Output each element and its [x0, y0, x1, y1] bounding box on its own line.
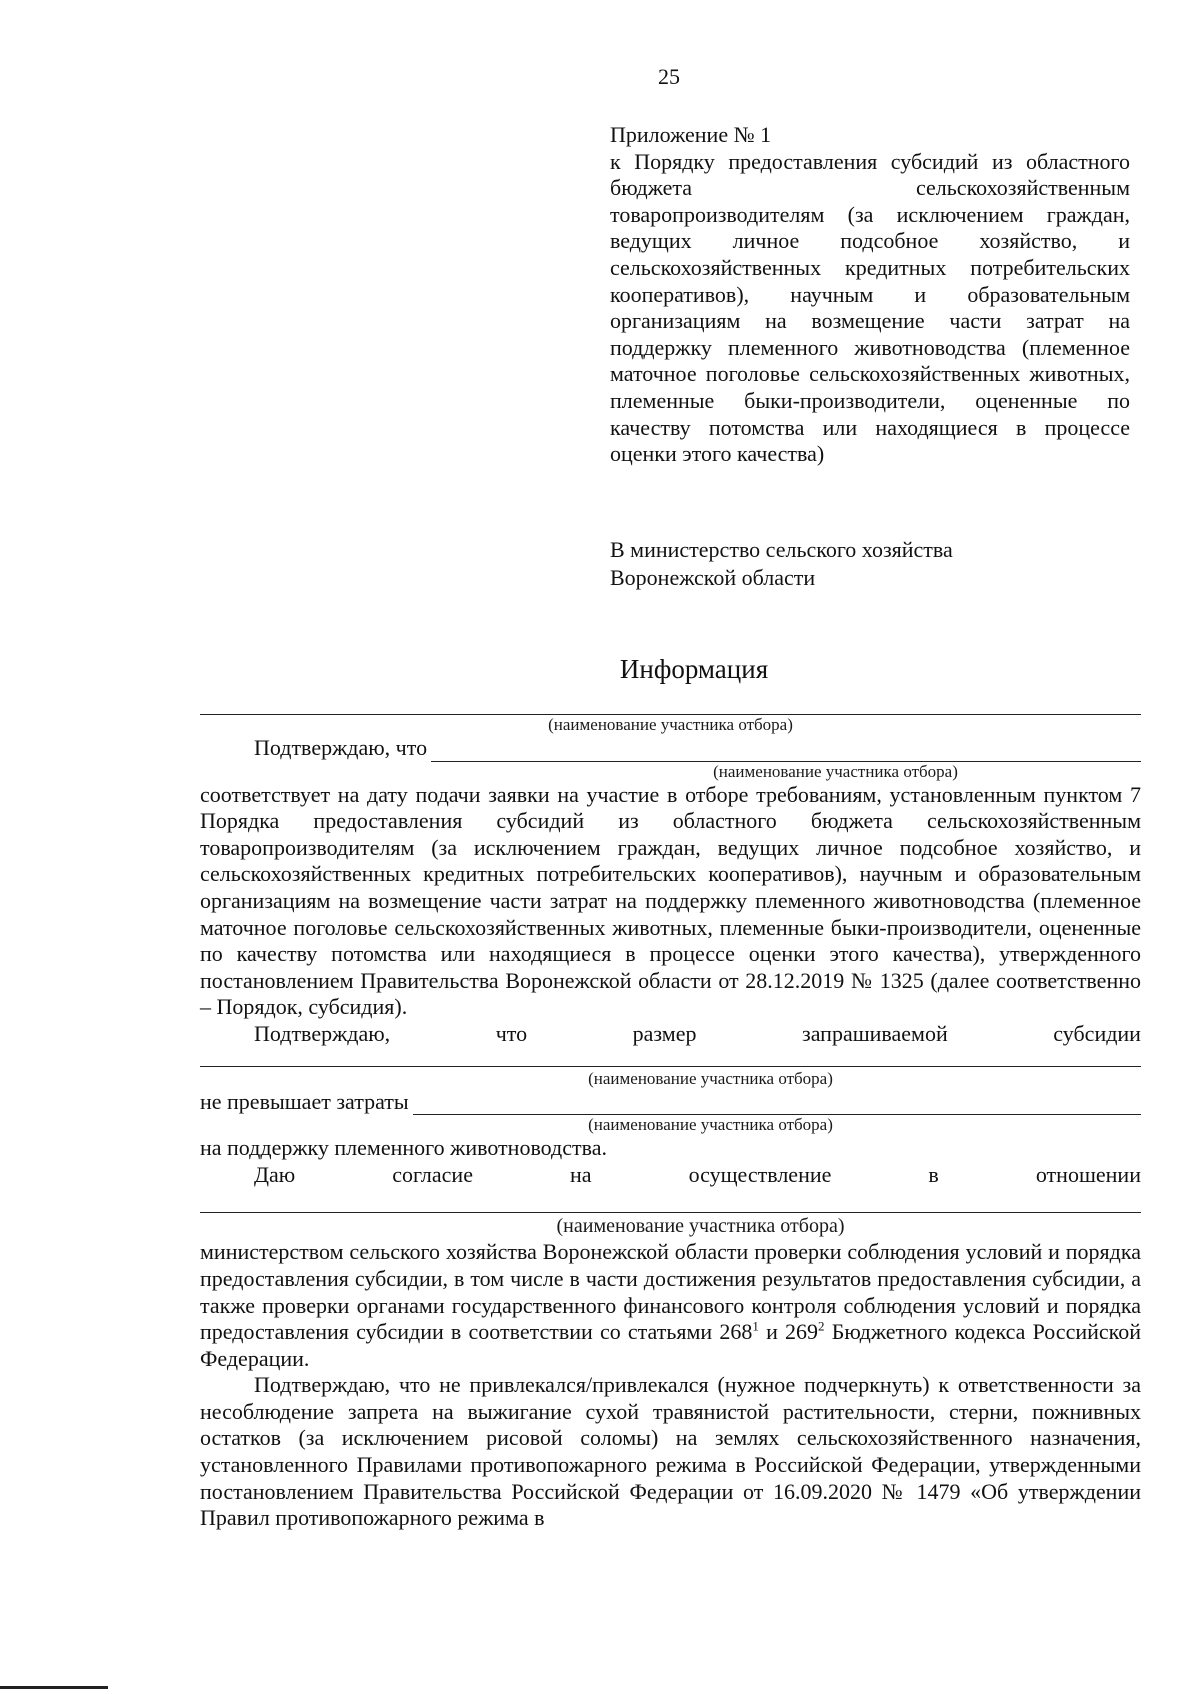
section-2-word-4: запрашиваемой: [802, 1020, 948, 1046]
main-body: [200, 700, 1141, 1532]
confirm-row: [200, 735, 1141, 762]
confirm-caption: (наименование участника отбора): [713, 761, 958, 781]
section-3-name-line: [200, 1188, 1141, 1213]
scan-edge-mark: [0, 1686, 108, 1689]
section-2-word-1: Подтверждаю,: [254, 1020, 391, 1046]
exceeds-caption: (наименование участника отбора): [588, 1115, 833, 1135]
section-3-sup-1: 1: [752, 1318, 759, 1334]
section-3-body-part-1: министерством сельского хозяйства Воронежской области проверки соблюдения условий и порядка предоставления субсидии, в том числе в части достижения результатов предоставления субсидии, а также проверки органами государственного финансового контроля соблюдения условий и порядка предоставления субсидии в соответствии со статьями 268: [200, 1239, 1141, 1345]
section-2-word-2: что: [495, 1020, 528, 1046]
section-3-word-1: Даю: [254, 1161, 296, 1187]
section-3-body-part-2: Бюджетного кодекса Российской Федерации.: [200, 1319, 1141, 1371]
exceeds-label: не превышает затраты: [200, 1088, 409, 1114]
appendix-title: Приложение № 1: [610, 122, 772, 147]
section-2-name-line: [200, 1048, 1141, 1067]
appendix-header: [610, 122, 1130, 468]
section-2-word-3: размер: [632, 1020, 697, 1046]
section-3-and: и 269: [758, 1319, 819, 1345]
document-title: Информация: [619, 654, 769, 684]
section-2-lead: [200, 1021, 1141, 1048]
section-2-caption: (наименование участника отбора): [588, 1068, 833, 1088]
section-3-word-6: отношении: [1035, 1161, 1141, 1187]
section-4-body: Подтверждаю, что не привлекался/привлекался (нужное подчеркнуть) к ответственности за несоблюдение запрета на выжигание сухой травянистой растительности, стерни, пожнивных остатков (за исключением рисовой соломы) на землях сельскохозяйственного назначения, установленного Правилами противопожарного режима в Российской Федерации, утвержденными постановлением Правительства Российской Федерации от 16.09.2020 № 1479 «Об утверждении Правил противопожарного режима в: [200, 1372, 1141, 1531]
section-2-tail: на поддержку племенного животноводства.: [200, 1135, 607, 1161]
section-3-lead: [200, 1162, 1141, 1189]
addressee-line-2: Воронежской области: [610, 565, 816, 590]
exceeds-row: [200, 1089, 1141, 1116]
addressee-block: [610, 536, 1130, 592]
section-3-word-2: согласие: [392, 1161, 473, 1187]
exceeds-fill-line: [413, 1096, 1141, 1115]
section-3-sup-2: 2: [818, 1318, 825, 1334]
section-3-word-4: осуществление: [688, 1161, 832, 1187]
section-2-word-5: субсидии: [1053, 1020, 1141, 1046]
section-1-body: соответствует на дату подачи заявки на участие в отборе требованиям, установленным пунктом 7 Порядка предоставления субсидий из областного бюджета сельскохозяйственным товаропроизводителям (за исключением граждан, ведущих личное подсобное хозяйство, и сельскохозяйственных кредитных потребительских кооперативов), научным и образовательным организациям на возмещение части затрат на поддержку племенного животноводства (племенное маточное поголовье сельскохозяйственных животных, племенные быки-производители, оцененные по качеству потомства или находящиеся в процессе оценки этого качества), утвержденного постановлением Правительства Воронежской области от 28.12.2019 № 1325 (далее соответственно – Порядок, субсидия).: [200, 781, 1141, 1020]
page-number: 25: [658, 64, 680, 89]
section-3-body: [200, 1239, 1141, 1372]
addressee-line-1: В министерство сельского хозяйства: [610, 537, 953, 562]
participant-name-line: [200, 700, 1141, 715]
confirm-label: Подтверждаю, что: [254, 735, 428, 760]
section-3-caption: (наименование участника отбора): [556, 1215, 845, 1238]
participant-name-caption: (наименование участника отбора): [548, 715, 793, 734]
section-3-word-3: на: [570, 1161, 592, 1187]
appendix-text: к Порядку предоставления субсидий из областного бюджета сельскохозяйственным товаропроизводителям (за исключением граждан, ведущих личное подсобное хозяйство, и сельскохозяйственных кредитных потребительских кооперативов), научным и образовательным организациям на возмещение части затрат на поддержку племенного животноводства (племенное маточное поголовье сельскохозяйственных животных, племенные быки-производители, оцененные по качеству потомства или находящиеся в процессе оценки этого качества): [610, 148, 1130, 467]
section-3-word-5: в: [928, 1161, 939, 1187]
confirm-fill-line: [431, 743, 1141, 762]
